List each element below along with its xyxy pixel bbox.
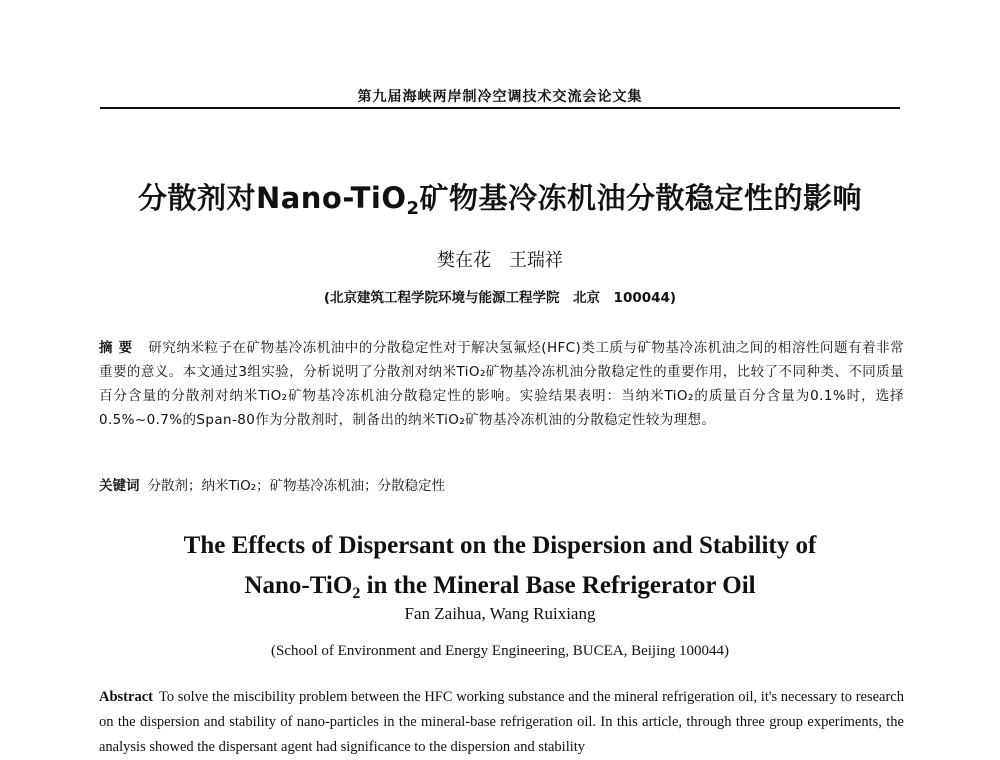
english-title-subscript: 2 — [352, 585, 361, 602]
english-affiliation: (School of Environment and Energy Engineering, BUCEA, Beijing 100044) — [271, 643, 729, 659]
chinese-title-subscript: 2 — [406, 198, 420, 219]
chinese-title — [60, 176, 940, 219]
chinese-keywords-label: 关键词 — [99, 478, 140, 494]
chinese-title-part1: 分散剂对Nano-TiO — [137, 181, 407, 215]
chinese-abstract-text: 研究纳米粒子在矿物基冷冻机油中的分散稳定性对于解决氢氟烃(HFC)类工质与矿物基冷冻机油之间的相溶性问题有着非常重要的意义。本文通过3组实验，分析说明了分散剂对纳米TiO₂矿物基冷冻机油分散稳定性的重要作用，比较了不同种类、不同质量百分含量的分散剂对纳米TiO₂矿物基冷冻机油分散稳定性的影响。实验结果表明：当纳米TiO₂的质量百分含量为0.1%时，选择0.5%~0.7%的Span-80作为分散剂时，制备出的纳米TiO₂矿物基冷冻机油的分散稳定性较为理想。 — [99, 340, 905, 428]
chinese-authors: 樊在花 王瑞祥 — [437, 250, 563, 271]
chinese-keywords — [99, 474, 904, 494]
english-abstract — [99, 685, 904, 760]
english-authors: Fan Zaihua, Wang Ruixiang — [404, 604, 596, 623]
chinese-abstract — [99, 336, 904, 432]
header-rule — [100, 107, 900, 109]
chinese-affiliation: (北京建筑工程学院环境与能源工程学院 北京 100044) — [323, 290, 677, 306]
english-title-line2-part1: Nano-TiO — [244, 572, 353, 599]
english-title-line1: The Effects of Dispersant on the Dispersion and Stability of — [183, 532, 817, 559]
english-abstract-text: To solve the miscibility problem between the HFC working substance and the mineral refrigeration oil, it's necessary to research on the dispersion and stability of nano-particles in the mineral-base refrigeration oil. In this article, through three group experiments, the analysis showed the dispersant agent had significance to the dispersion and stability — [99, 689, 904, 755]
english-title-line2-part2: in the Mineral Base Refrigerator Oil — [360, 572, 756, 599]
english-title — [60, 526, 940, 614]
chinese-abstract-label: 摘要 — [99, 340, 139, 356]
chinese-title-part2: 矿物基冷冻机油分散稳定性的影响 — [419, 181, 863, 215]
chinese-keywords-text: 分散剂；纳米TiO₂；矿物基冷冻机油；分散稳定性 — [147, 478, 446, 494]
english-abstract-label: Abstract — [99, 689, 153, 705]
running-header: 第九届海峡两岸制冷空调技术交流会论文集 — [357, 89, 643, 105]
